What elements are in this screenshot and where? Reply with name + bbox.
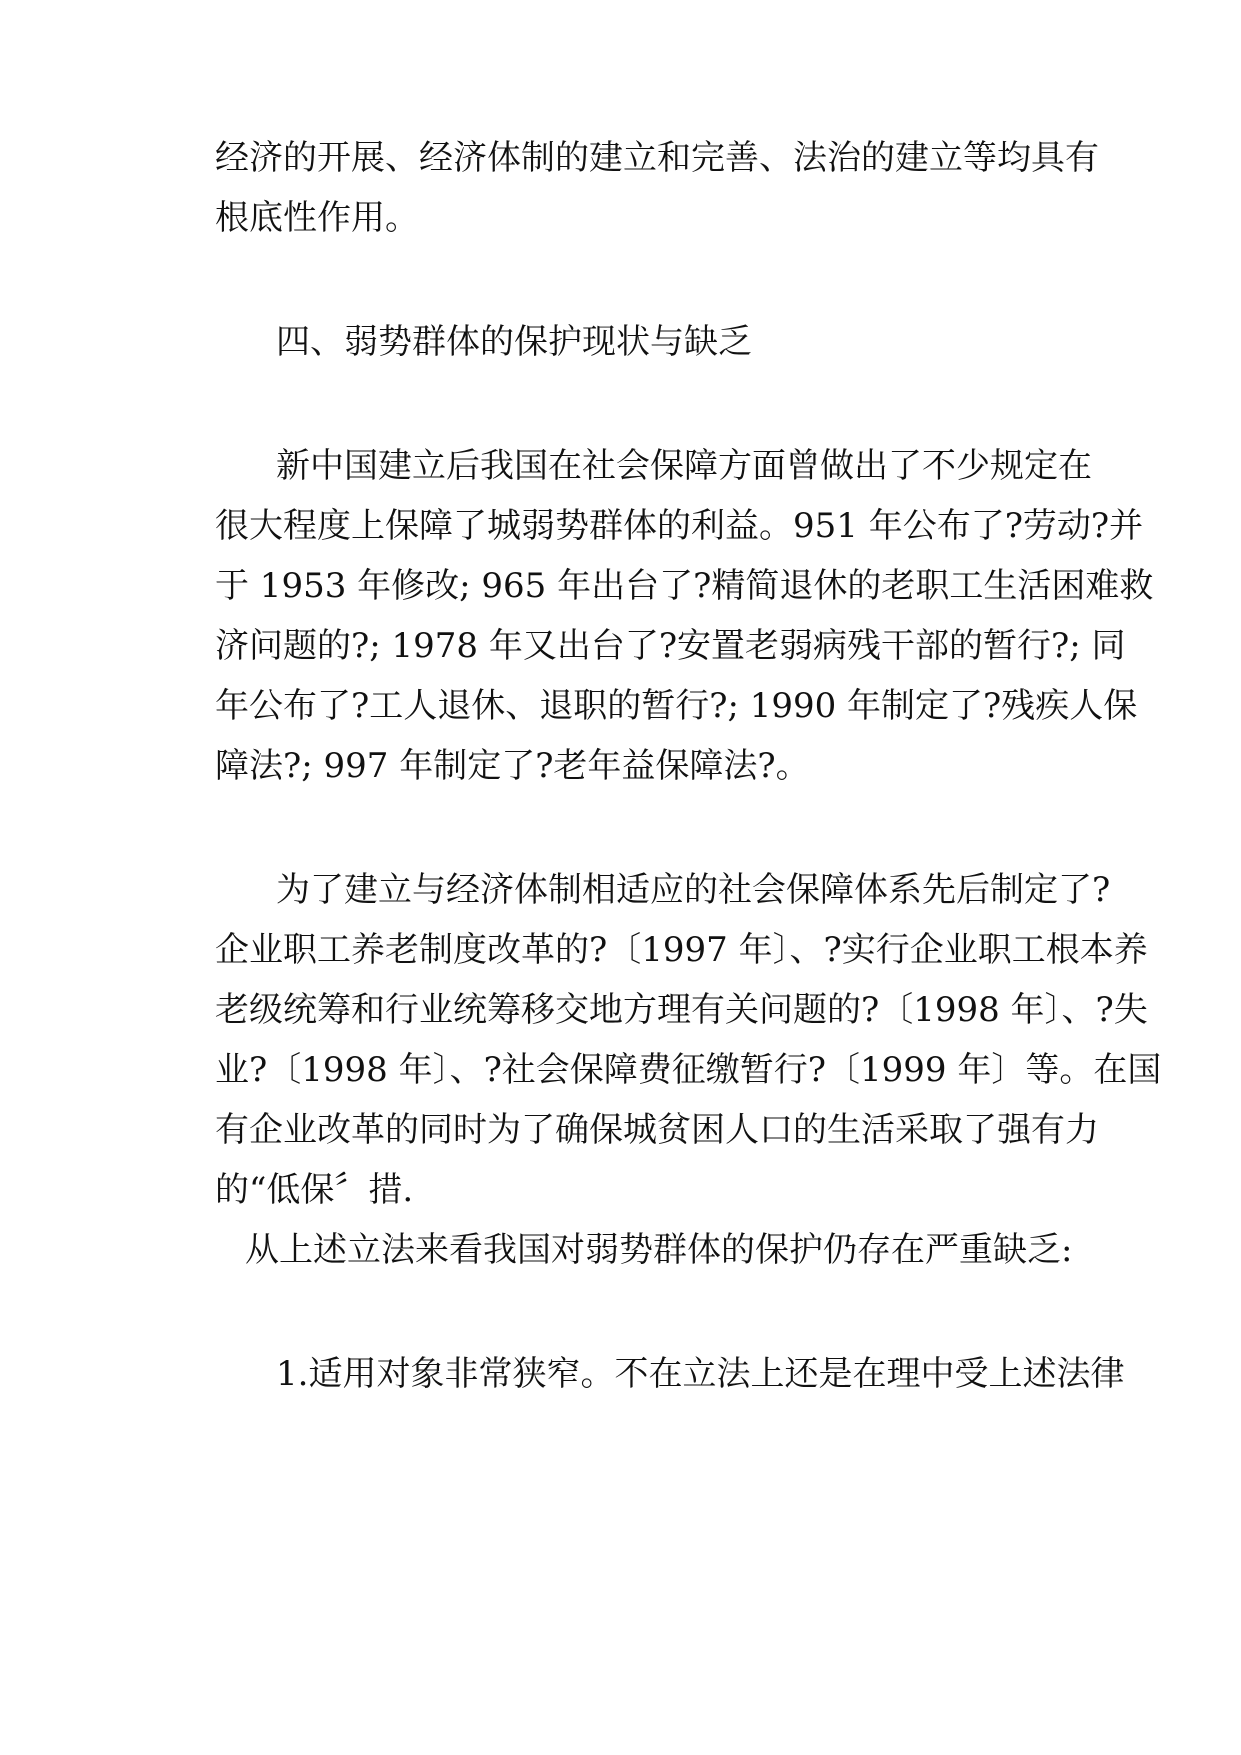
paragraph-4-line-3: 老级统筹和行业统筹移交地方理有关问题的?〔1998 年〕、?失: [215, 990, 1148, 1030]
paragraph-3-line-2: 很大程度上保障了城弱势群体的利益。951 年公布了?劳动?并: [215, 506, 1144, 546]
paragraph-4-line-2: 企业职工养老制度改革的?〔1997 年〕、?实行企业职工根本养: [215, 930, 1148, 970]
section-heading: 四、弱势群体的保护现状与缺乏: [276, 322, 752, 362]
paragraph-4-line-4: 业?〔1998 年〕、?社会保障费征缴暂行?〔1999 年〕等。在国: [215, 1050, 1162, 1090]
paragraph-1-line-2: 根底性作用。: [215, 198, 419, 238]
paragraph-3-line-5: 年公布了?工人退休、退职的暂行?; 1990 年制定了?残疾人保: [215, 686, 1138, 726]
paragraph-4-line-6: 的“低保〞措.: [215, 1170, 414, 1210]
paragraph-1-line-1: 经济的开展、经济体制的建立和完善、法治的建立等均具有: [215, 138, 1099, 178]
paragraph-3-line-1: 新中国建立后我国在社会保障方面曾做出了不少规定在: [276, 446, 1092, 486]
paragraph-4-line-1: 为了建立与经济体制相适应的社会保障体系先后制定了?: [276, 870, 1111, 910]
paragraph-6-line-1: 1.适用对象非常狭窄。不在立法上还是在理中受上述法律: [276, 1354, 1125, 1394]
paragraph-3-line-6: 障法?; 997 年制定了?老年益保障法?。: [215, 746, 810, 786]
paragraph-3-line-4: 济问题的?; 1978 年又出台了?安置老弱病残干部的暂行?; 同: [215, 626, 1126, 666]
paragraph-4-line-5: 有企业改革的同时为了确保城贫困人口的生活采取了强有力: [215, 1110, 1099, 1150]
paragraph-5-line-1: 从上述立法来看我国对弱势群体的保护仍存在严重缺乏:: [245, 1230, 1073, 1270]
paragraph-3-line-3: 于 1953 年修改; 965 年出台了?精简退休的老职工生活困难救: [215, 566, 1154, 606]
